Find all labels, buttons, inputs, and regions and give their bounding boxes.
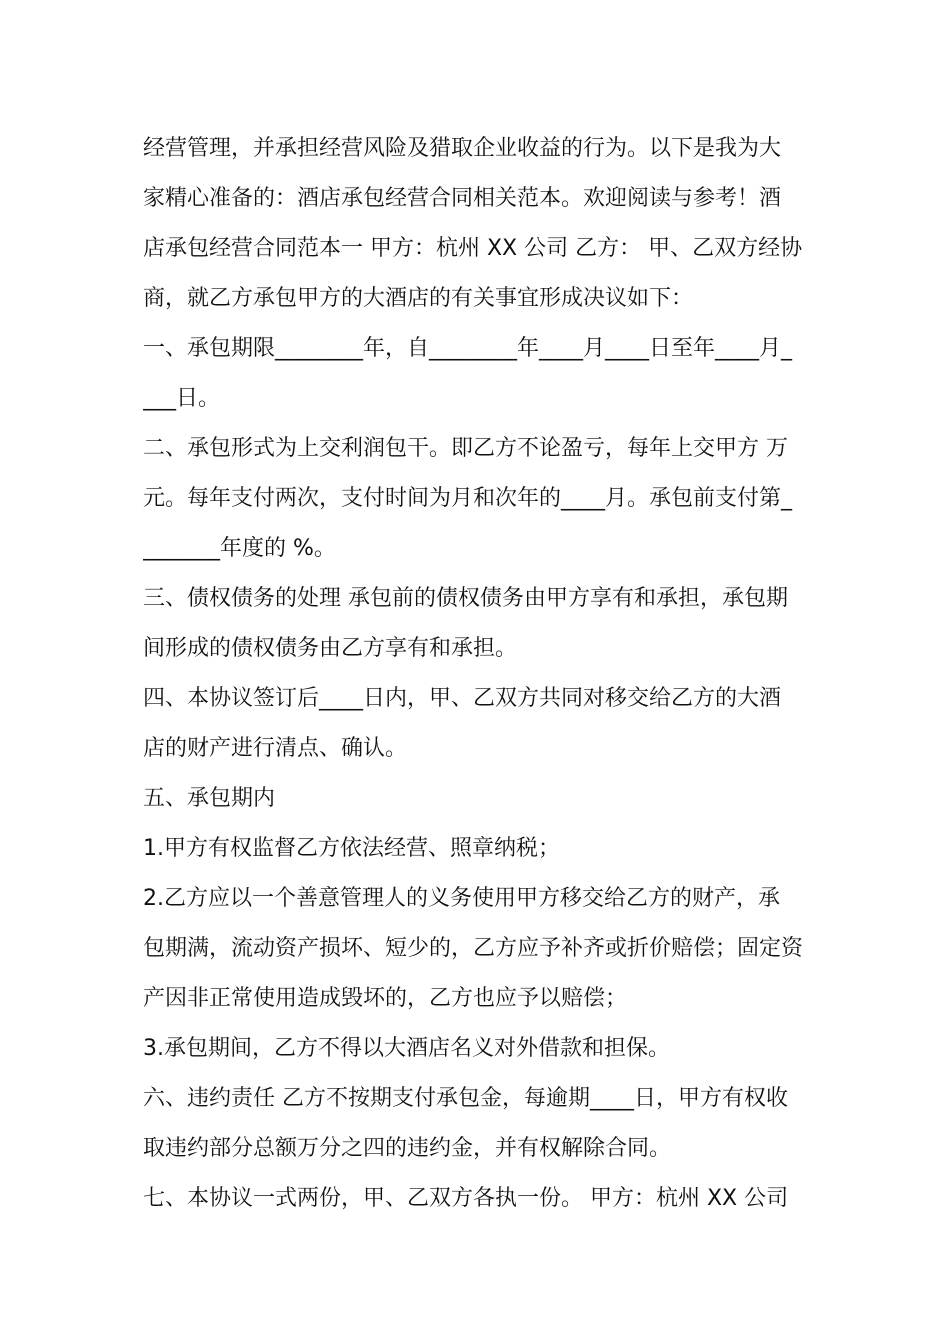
text-line: _______年度的 %。 xyxy=(143,536,336,561)
text-line: ___日。 xyxy=(143,386,221,411)
clause-5-item-3: 3.承包期间，乙方不得以大酒店名义对外借款和担保。 xyxy=(143,1036,670,1061)
clause-4-handover: 四、本协议签订后____日内，甲、乙双方共同对移交给乙方的大酒 xyxy=(143,686,782,711)
text-line: 店承包经营合同范本一 甲方：杭州 XX 公司 乙方： 甲、乙双方经协 xyxy=(143,236,803,261)
clause-3-debts: 三、债权债务的处理 承包前的债权债务由甲方享有和承担，承包期 xyxy=(143,586,788,611)
document-body xyxy=(143,124,808,1224)
text-line: 家精心准备的：酒店承包经营合同相关范本。欢迎阅读与参考！酒 xyxy=(143,186,782,211)
clause-5-item-2: 2.乙方应以一个善意管理人的义务使用甲方移交给乙方的财产，承 xyxy=(143,886,780,911)
clause-5-heading: 五、承包期内 xyxy=(143,786,276,811)
text-line: 元。每年支付两次，支付时间为月和次年的____月。承包前支付第_ xyxy=(143,486,793,511)
clause-1-term: 一、承包期限________年，自________年____月____日至年____月_ xyxy=(143,336,793,361)
clause-7-copies: 七、本协议一式两份，甲、乙双方各执一份。 甲方：杭州 XX 公司 xyxy=(143,1186,789,1211)
text-line: 间形成的债权债务由乙方享有和承担。 xyxy=(143,636,518,661)
clause-5-item-1: 1.甲方有权监督乙方依法经营、照章纳税； xyxy=(143,836,560,861)
clause-6-breach: 六、违约责任 乙方不按期支付承包金，每逾期____日，甲方有权收 xyxy=(143,1086,788,1111)
text-line: 店的财产进行清点、确认。 xyxy=(143,736,408,761)
text-line: 商，就乙方承包甲方的大酒店的有关事宜形成决议如下： xyxy=(143,286,694,311)
text-line: 经营管理，并承担经营风险及猎取企业收益的行为。以下是我为大 xyxy=(143,136,782,161)
text-line: 取违约部分总额万分之四的违约金，并有权解除合同。 xyxy=(143,1136,672,1161)
text-line: 产因非正常使用造成毁坏的，乙方也应予以赔偿； xyxy=(143,986,628,1011)
text-line: 包期满，流动资产损坏、短少的，乙方应予补齐或折价赔偿；固定资 xyxy=(143,936,804,961)
clause-2-form: 二、承包形式为上交利润包干。即乙方不论盈亏，每年上交甲方 万 xyxy=(143,436,788,461)
